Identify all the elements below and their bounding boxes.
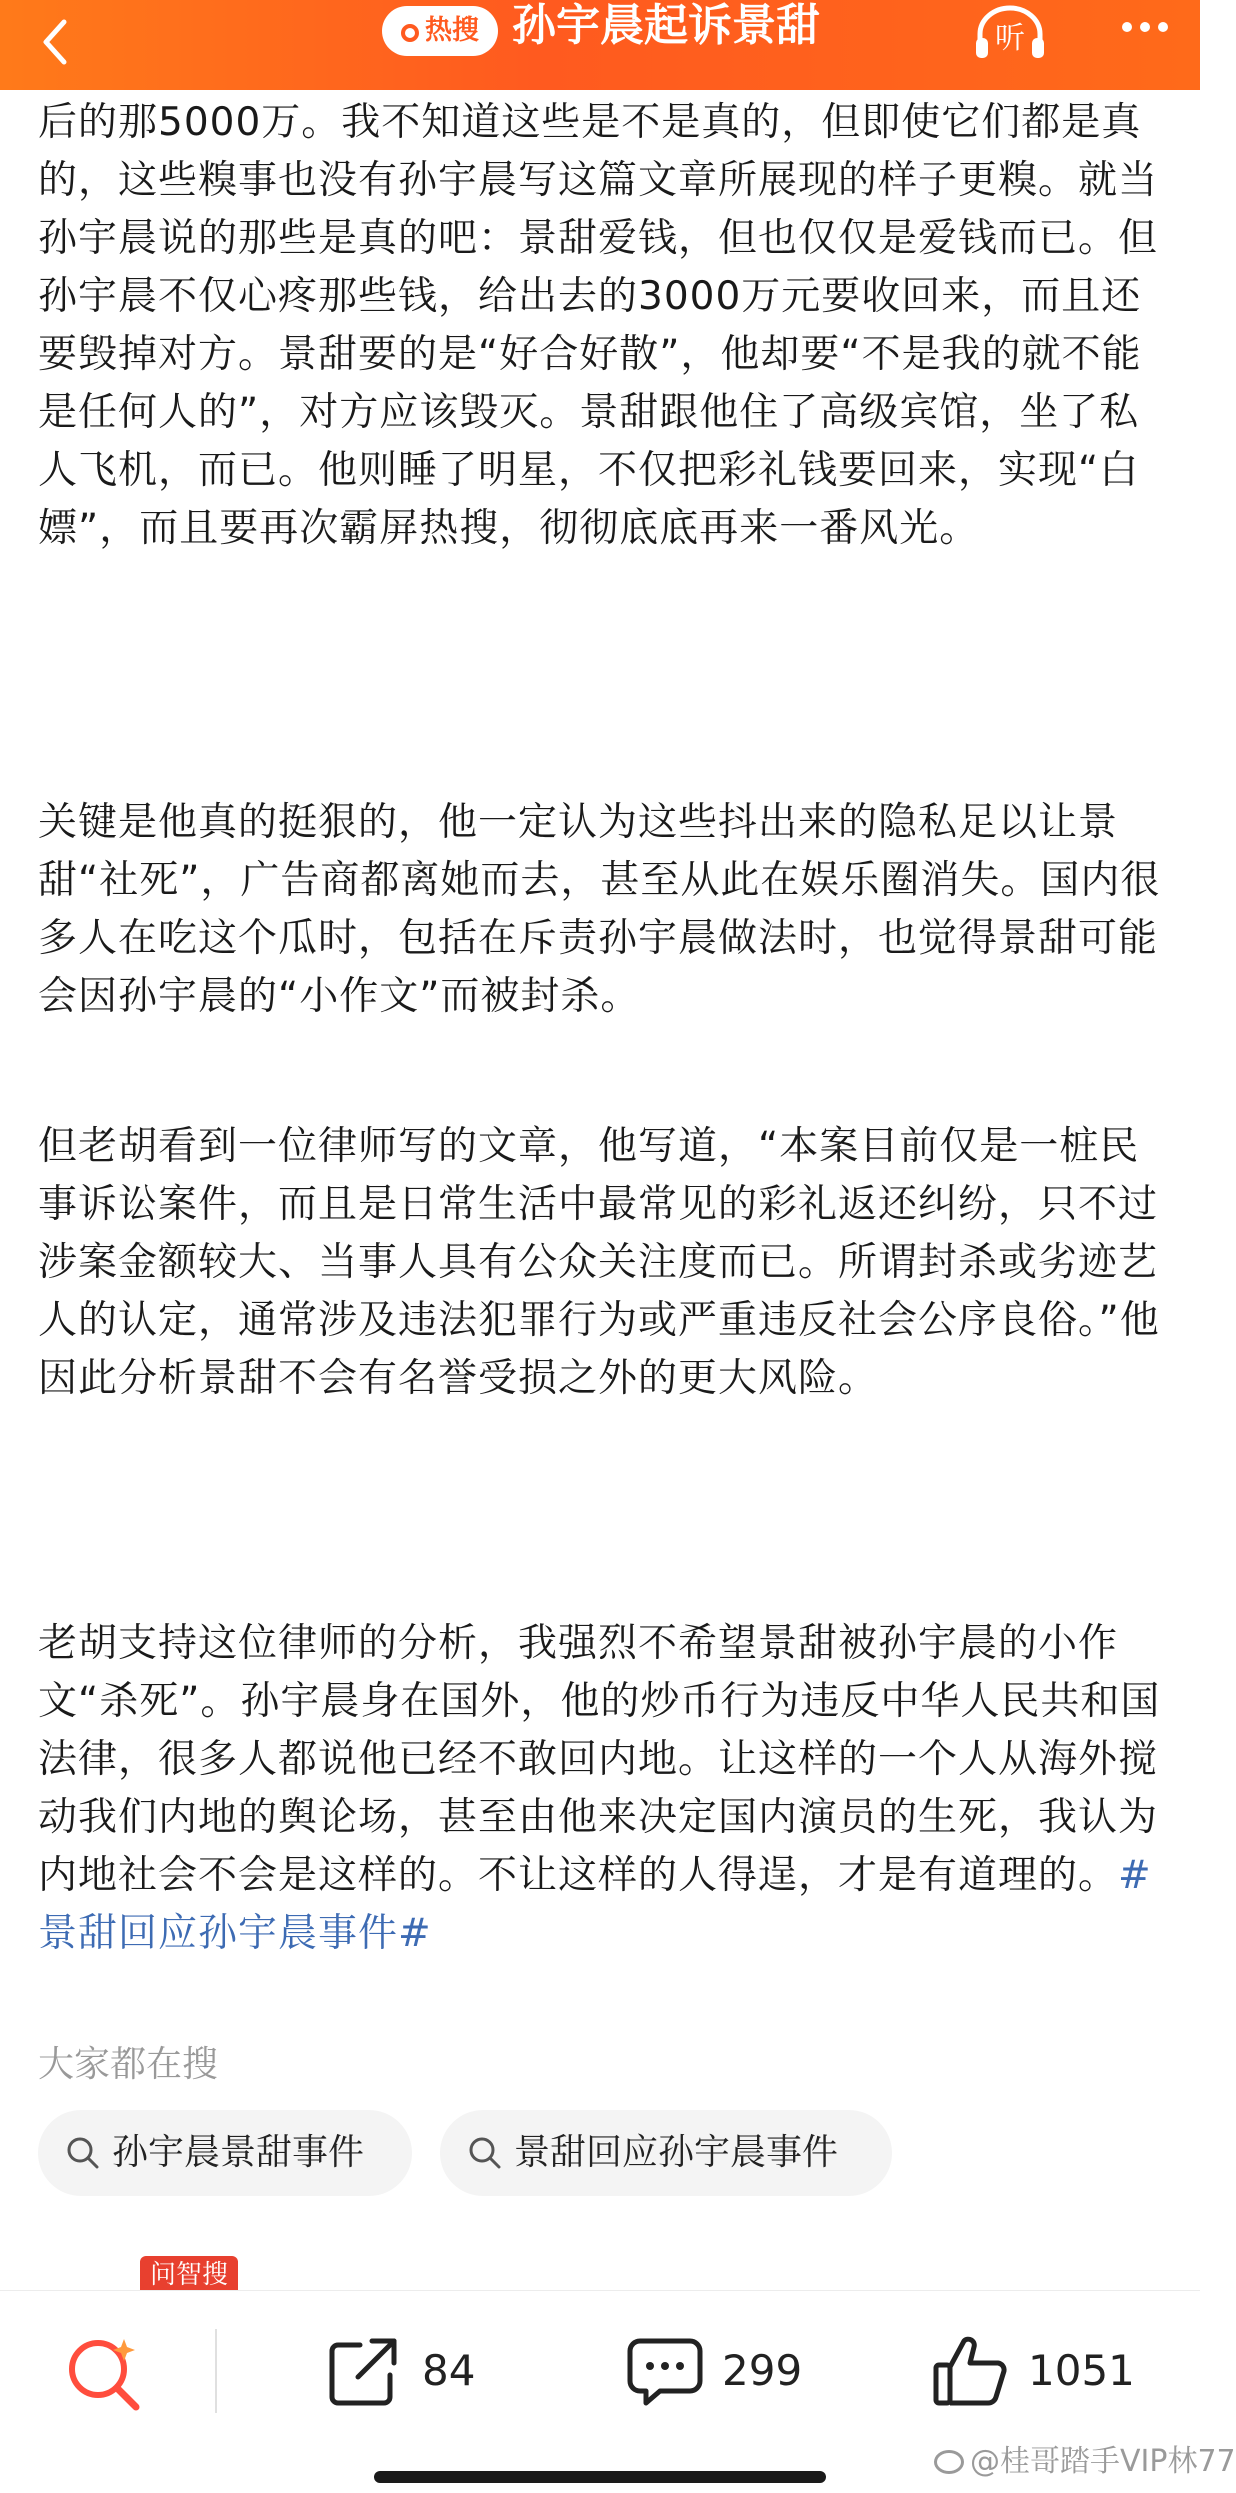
related-searches-title: 大家都在搜 (38, 2044, 219, 2085)
article-paragraph-4 (38, 1615, 1178, 1963)
related-search-chip-label: 孙宇晨景甜事件 (112, 2132, 365, 2173)
chevron-left-icon (26, 10, 90, 74)
article-paragraph-4-text: 老胡支持这位律师的分析，我强烈不希望景甜被孙宇晨的小作文“杀死”。孙宇晨身在国外，他的炒币行为违反中华人民共和国法律，很多人都说他已经不敢回内地。让这样的一个人从海外搅动我们内地的舆论场，甚至由他来决定国内演员的生死，我认为内地社会不会是这样的。不让这样的人得逞，才是有道理的。 (38, 1621, 1161, 1898)
share-icon (326, 2335, 404, 2407)
comment-icon (626, 2335, 704, 2407)
more-dot-icon (1122, 22, 1132, 32)
article-paragraph-1: 后的那5000万。我不知道这些是不是真的，但即使它们都是真的，这些糗事也没有孙宇晨写这篇文章所展现的样子更糗。就当孙宇晨说的那些是真的吧：景甜爱钱，但也仅仅是爱钱而已。但孙宇晨不仅心疼那些钱，给出去的3000万元要收回来，而且还要毁掉对方。景甜要的是“好合好散”，他却要“不是我的就不能是任何人的”，对方应该毁灭。景甜跟他住了高级宾馆，坐了私人飞机，而已。他则睡了明星，不仅把彩礼钱要回来，实现“白嫖”，而且要再次霸屏热搜，彻彻底底再来一番风光。 (38, 100, 1159, 551)
search-icon (66, 2136, 100, 2170)
share-button[interactable] (326, 2329, 546, 2413)
more-dot-icon (1158, 22, 1168, 32)
like-button[interactable] (932, 2329, 1182, 2413)
listen-button[interactable] (970, 0, 1050, 64)
back-button[interactable] (26, 10, 90, 74)
listen-label: 听 (995, 21, 1025, 56)
related-search-chip-1[interactable] (38, 2110, 412, 2196)
watermark-text: @桂哥踏手VIP林77 (970, 2444, 1236, 2479)
thumbs-up-icon (932, 2335, 1010, 2407)
related-search-chip-label: 景甜回应孙宇晨事件 (514, 2132, 839, 2173)
hot-search-badge-label: 热搜 (425, 15, 479, 46)
comment-count: 299 (722, 2346, 803, 2395)
share-count: 84 (422, 2346, 476, 2395)
top-header (0, 0, 1200, 90)
related-search-chip-2[interactable] (440, 2110, 892, 2196)
ai-search-icon (62, 2329, 146, 2413)
bottom-action-bar (0, 2290, 1236, 2493)
hot-search-badge[interactable] (382, 6, 498, 56)
weibo-logo-icon (934, 2450, 964, 2474)
search-icon (468, 2136, 502, 2170)
comment-button[interactable] (626, 2329, 866, 2413)
weibo-watermark (934, 2445, 1236, 2479)
article-paragraph-2: 关键是他真的挺狠的，他一定认为这些抖出来的隐私足以让景甜“社死”，广告商都离她而去，甚至从此在娱乐圈消失。国内很多人在吃这个瓜时，包括在斥责孙宇晨做法时，也觉得景甜可能会因孙宇晨的“小作文”而被封杀。 (38, 800, 1161, 1019)
home-indicator[interactable] (374, 2471, 826, 2483)
article-paragraph-3: 但老胡看到一位律师写的文章，他写道，“本案目前仅是一桩民事诉讼案件，而且是日常生活中最常见的彩礼返还纠纷，只不过涉案金额较大、当事人具有公众关注度而已。所谓封杀或劣迹艺人的认定，通常涉及违法犯罪行为或严重违反社会公序良俗。”他因此分析景甜不会有名誉受损之外的更大风险。 (38, 1124, 1160, 1401)
page-title[interactable]: 孙宇晨起诉景甜 (512, 0, 820, 51)
like-count: 1051 (1028, 2346, 1135, 2395)
bar-divider (215, 2329, 217, 2413)
hashtag-link[interactable]: #景甜回应孙宇晨事件# (38, 1853, 1152, 1956)
ai-search-button[interactable] (62, 2329, 146, 2413)
search-icon (401, 24, 419, 42)
more-dot-icon (1140, 22, 1150, 32)
headphones-icon (970, 0, 1050, 64)
ai-search-badge[interactable]: 问智搜 (140, 2256, 238, 2294)
more-options-button[interactable] (1118, 10, 1178, 46)
